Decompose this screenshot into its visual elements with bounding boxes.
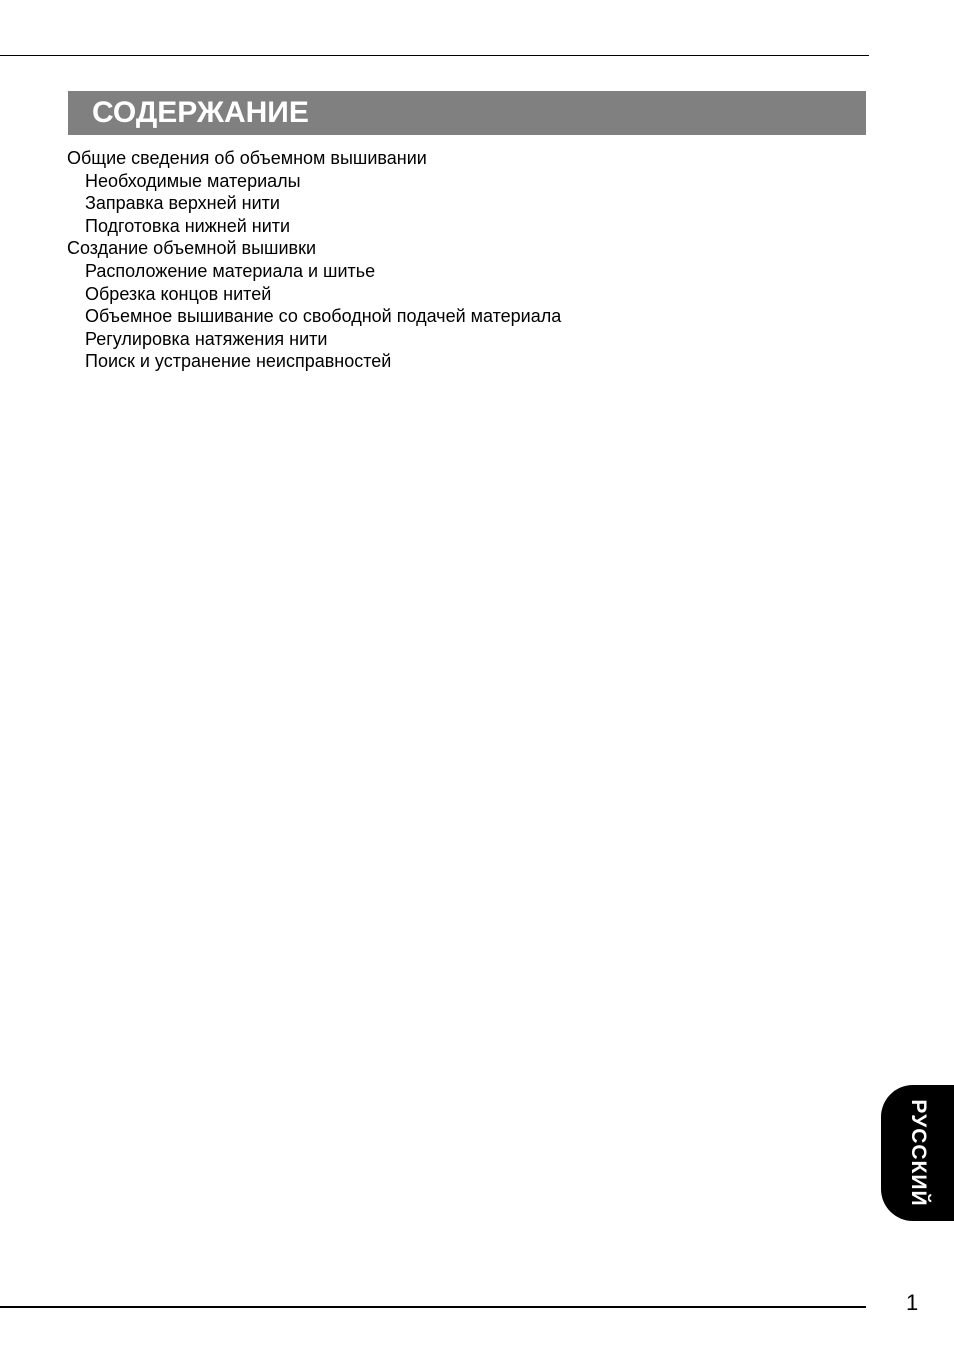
toc-item[interactable]: Необходимые материалы	[85, 170, 301, 191]
top-rule	[0, 55, 869, 56]
toc-item[interactable]: Создание объемной вышивки	[67, 238, 317, 259]
toc-item[interactable]: Обрезка концов нитей	[85, 283, 272, 304]
toc-item[interactable]: Поиск и устранение неисправностей	[85, 351, 392, 372]
table-of-contents	[67, 147, 847, 373]
language-tab[interactable]	[881, 1085, 954, 1221]
toc-item[interactable]: Расположение материала и шитье	[85, 260, 376, 281]
toc-item[interactable]: Объемное вышивание со свободной подачей материала	[85, 306, 562, 327]
page-title: СОДЕРЖАНИЕ	[92, 96, 309, 129]
bottom-rule	[0, 1306, 866, 1308]
toc-item[interactable]: Общие сведения об объемном вышивании	[67, 148, 427, 168]
toc-item[interactable]: Подготовка нижней нити	[85, 215, 291, 236]
toc-item[interactable]: Заправка верхней нити	[85, 193, 280, 214]
page-title-bar	[68, 91, 866, 135]
page-number: 1	[906, 1290, 919, 1315]
toc-item[interactable]: Регулировка натяжения нити	[85, 328, 328, 349]
language-tab-label: РУССКИЙ	[906, 1099, 930, 1207]
